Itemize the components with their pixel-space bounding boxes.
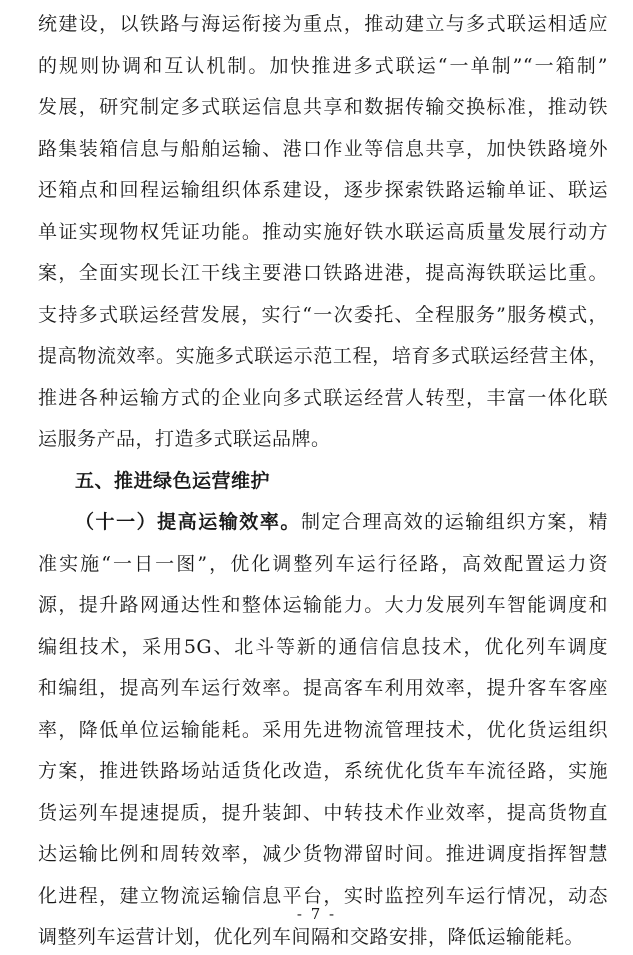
paragraph-line: 提高物流效率。实施多式联运示范工程，培育多式联运经营主体， bbox=[38, 345, 608, 367]
paragraph-line: 发展，研究制定多式联运信息共享和数据传输交换标准，推动铁 bbox=[38, 96, 608, 118]
paragraph-line: 路集装箱信息与船舶运输、港口作业等信息共享，加快铁路境外 bbox=[38, 137, 608, 160]
paragraph-line: 案，全面实现长江干线主要港口铁路进港，提高海铁联运比重。 bbox=[38, 262, 608, 284]
section-heading: 五、推进绿色运营维护 bbox=[75, 469, 271, 492]
paragraph-line: 和编组，提高列车运行效率。提高客车利用效率，提升客车客座 bbox=[38, 677, 608, 699]
paragraph-line: 运服务产品，打造多式联运品牌。 bbox=[38, 428, 331, 450]
subsection-title: （十一）提高运输效率。 bbox=[75, 511, 301, 533]
paragraph-line: 推进各种运输方式的企业向多式联运经营人转型，丰富一体化联 bbox=[38, 386, 608, 409]
paragraph-line: 统建设，以铁路与海运衔接为重点，推动建立与多式联运相适应 bbox=[38, 13, 608, 35]
paragraph-line: 化进程，建立物流运输信息平台，实时监控列车运行情况，动态 bbox=[38, 884, 608, 907]
page-number: - 7 - bbox=[296, 905, 337, 923]
paragraph-line: 方案，推进铁路场站适货化改造，系统优化货车车流径路，实施 bbox=[38, 760, 608, 782]
paragraph-line: 支持多式联运经营发展，实行“一次委托、全程服务”服务模式， bbox=[38, 303, 608, 326]
paragraph-line: 准实施“一日一图”，优化调整列车运行径路，高效配置运力资 bbox=[38, 552, 608, 575]
paragraph-line: 源，提升路网通达性和整体运输能力。大力发展列车智能调度和 bbox=[38, 594, 608, 616]
paragraph-line: 单证实现物权凭证功能。推动实施好铁水联运高质量发展行动方 bbox=[38, 220, 608, 243]
paragraph-line: 编组技术，采用5G、北斗等新的通信信息技术，优化列车调度 bbox=[38, 635, 608, 658]
paragraph-text: 制定合理高效的运输组织方案，精 bbox=[300, 511, 608, 533]
paragraph-line: 货运列车提速提质，提升装卸、中转技术作业效率，提高货物直 bbox=[38, 801, 608, 824]
paragraph-line: 还箱点和回程运输组织体系建设，逐步探索铁路运输单证、联运 bbox=[38, 179, 608, 201]
paragraph-line: 达运输比例和周转效率，减少货物滞留时间。推进调度指挥智慧 bbox=[38, 843, 608, 865]
paragraph-line: 的规则协调和互认机制。加快推进多式联运“一单制”“一箱制” bbox=[38, 54, 608, 77]
paragraph-line: 调整列车运营计划，优化列车间隔和交路安排，降低运输能耗。 bbox=[38, 926, 585, 948]
paragraph-line: 率，降低单位运输能耗。采用先进物流管理技术，优化货运组织 bbox=[38, 718, 608, 741]
paragraph-first-line bbox=[75, 504, 608, 540]
